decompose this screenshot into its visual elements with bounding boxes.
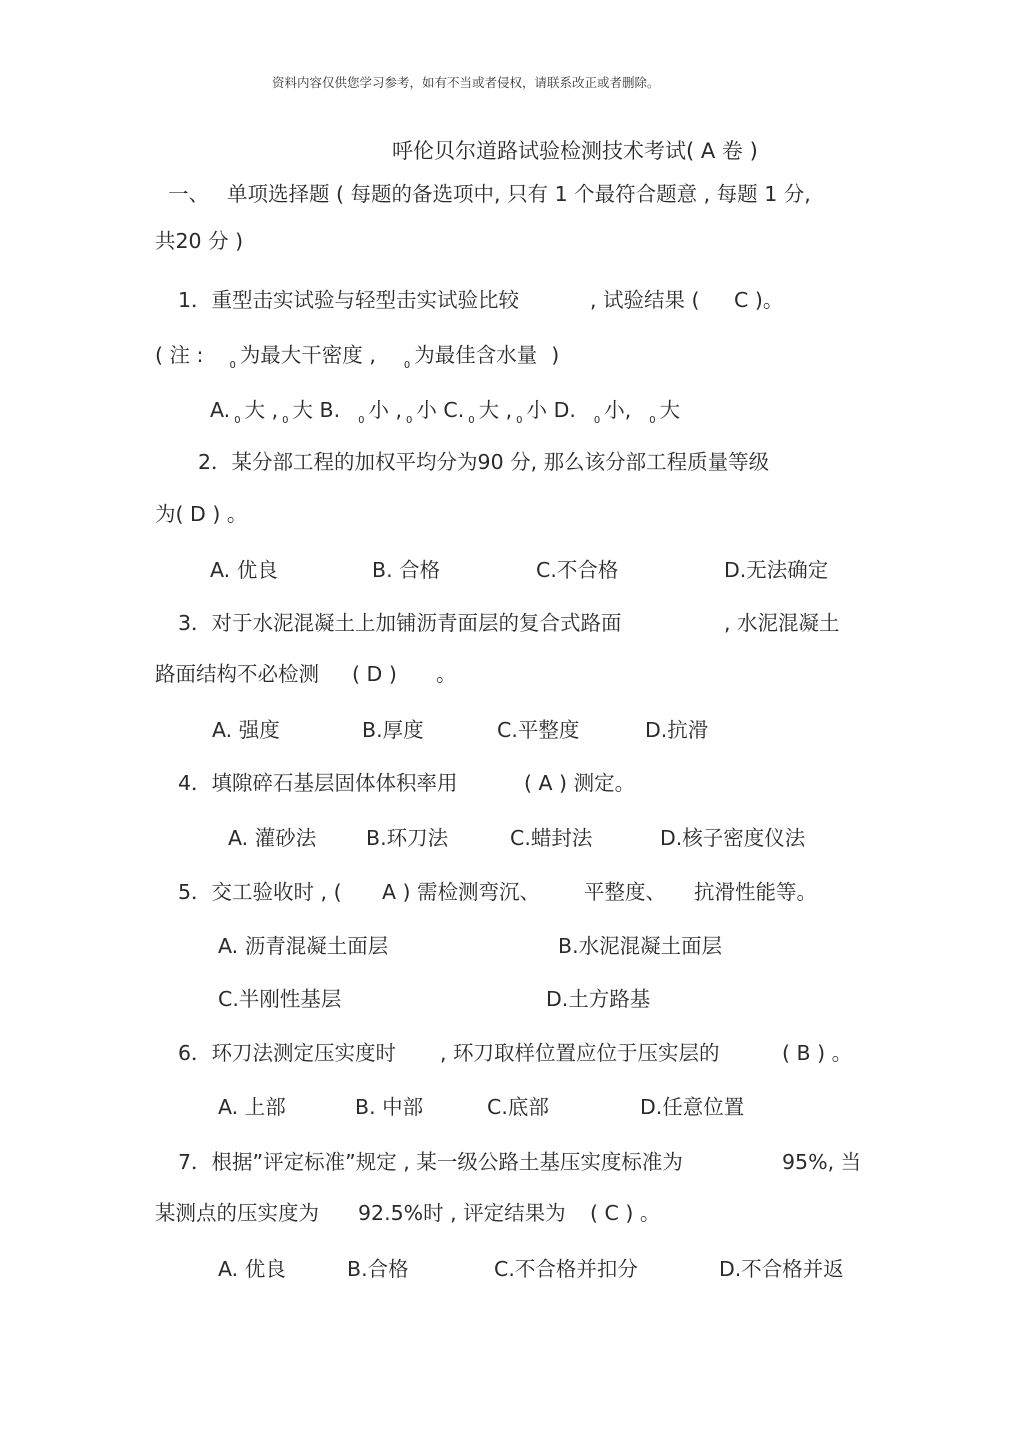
header-note: 资料内容仅供您学习参考，如有不当或者侵权，请联系改正或者删除。	[272, 75, 660, 90]
q1-sym: 0	[358, 415, 365, 426]
q1-opt-c: 大 ,	[478, 398, 513, 422]
q1-note-mid: 为最大干密度 ,	[239, 343, 376, 367]
q4-option-b: B.环刀法	[366, 826, 449, 850]
q5-stem-b: 平整度、	[584, 880, 666, 904]
q1-opt-b: 小 ,	[368, 398, 403, 422]
q7-answer: ( C ) 。	[590, 1201, 661, 1225]
q1-sym: 0	[516, 415, 523, 426]
q6-option-d: D.任意位置	[640, 1095, 745, 1119]
q1-sym: 0	[468, 415, 475, 426]
q1-stem: 1．重型击实试验与轻型击实试验比较	[178, 288, 520, 312]
q6-option-b: B. 中部	[355, 1095, 424, 1119]
q1-note-close: )	[551, 343, 560, 367]
section-heading-line1: 单项选择题 ( 每题的备选项中, 只有 1 个最符合题意 , 每题 1 分,	[227, 182, 811, 206]
q7-stem: 7．根据”评定标准”规定 , 某一级公路土基压实度标准为	[178, 1150, 683, 1174]
q1-opt-a-label: A.	[210, 398, 231, 422]
q3-option-b: B.厚度	[362, 718, 424, 742]
exam-title: 呼伦贝尔道路试验检测技术考试( A 卷 )	[392, 139, 758, 163]
q3-option-a: A. 强度	[212, 718, 280, 742]
q7-stem-line2b: 92.5%时 , 评定结果为	[358, 1201, 566, 1225]
q6-stem: 6．环刀法测定压实度时	[178, 1041, 397, 1065]
q3-tail: 。	[436, 662, 457, 686]
q6-option-c: C.底部	[487, 1095, 549, 1119]
section-heading-line2: 共20 分 )	[155, 229, 244, 253]
q4-option-c: C.蜡封法	[510, 826, 593, 850]
q4-option-a: A. 灌砂法	[228, 826, 317, 850]
q7-option-c: C.不合格并扣分	[494, 1257, 638, 1281]
q1-opt-c2: 小 D.	[526, 398, 576, 422]
q1-opt-a2: 大 B.	[292, 398, 341, 422]
q5-answer: A ) 需检测弯沉、	[382, 880, 541, 904]
q3-answer: ( D )	[352, 662, 397, 686]
q2-stem-line2: 为( D ) 。	[155, 502, 248, 526]
q2-option-a: A. 优良	[210, 558, 278, 582]
q6-answer: ( B ) 。	[782, 1041, 853, 1065]
q2-stem: 2．某分部工程的加权平均分为90 分, 那么该分部工程质量等级	[198, 450, 770, 474]
q1-note-start: ( 注 :	[155, 343, 204, 367]
q1-note-end: 为最佳含水量	[414, 343, 538, 367]
q7-option-a: A. 优良	[218, 1257, 286, 1281]
q3-stem: 3．对于水泥混凝土上加铺沥青面层的复合式路面	[178, 611, 622, 635]
q6-option-a: A. 上部	[218, 1095, 286, 1119]
q1-note-sym2: 0	[403, 360, 411, 371]
q1-sym: 0	[649, 415, 656, 426]
q7-stem-line2: 某测点的压实度为	[155, 1201, 319, 1225]
q4-answer: ( A ) 测定。	[524, 771, 636, 795]
q1-options	[210, 398, 681, 426]
q7-stem-b: 95%, 当	[782, 1150, 862, 1174]
q4-stem: 4．填隙碎石基层固体体积率用	[178, 771, 458, 795]
q2-option-c: C.不合格	[536, 558, 619, 582]
q5-stem: 5．交工验收时 , (	[178, 880, 342, 904]
q1-stem-b: , 试验结果 (	[590, 288, 700, 312]
q2-option-d: D.无法确定	[724, 558, 829, 582]
q5-stem-c: 抗滑性能等。	[694, 880, 817, 904]
q6-stem-b: , 环刀取样位置应位于压实层的	[440, 1041, 720, 1065]
q1-sym: 0	[282, 415, 289, 426]
q5-option-d: D.土方路基	[546, 987, 651, 1011]
q3-stem-line2: 路面结构不必检测	[155, 662, 319, 686]
q1-opt-a: 大 ,	[244, 398, 279, 422]
q5-option-b: B.水泥混凝土面层	[558, 934, 723, 958]
q1-note	[155, 343, 560, 371]
q7-option-b: B.合格	[347, 1257, 409, 1281]
q2-option-b: B. 合格	[372, 558, 441, 582]
q7-option-d: D.不合格并返	[719, 1257, 844, 1281]
q3-stem-b: , 水泥混凝土	[724, 611, 840, 635]
q1-sym: 0	[234, 415, 241, 426]
q1-opt-d2: 大	[659, 398, 681, 422]
q1-opt-b2: 小 C.	[416, 398, 465, 422]
q1-opt-d: 小,	[604, 398, 632, 422]
q5-option-a: A. 沥青混凝土面层	[218, 934, 389, 958]
q3-option-d: D.抗滑	[645, 718, 709, 742]
q3-option-c: C.平整度	[497, 718, 580, 742]
section-number: 一、	[168, 182, 209, 206]
q4-option-d: D.核子密度仪法	[660, 826, 806, 850]
q1-sym: 0	[406, 415, 413, 426]
q1-sym: 0	[593, 415, 601, 426]
q5-option-c: C.半刚性基层	[218, 987, 342, 1011]
q1-answer: C )。	[734, 288, 784, 312]
q1-note-sym1: 0	[229, 360, 236, 371]
